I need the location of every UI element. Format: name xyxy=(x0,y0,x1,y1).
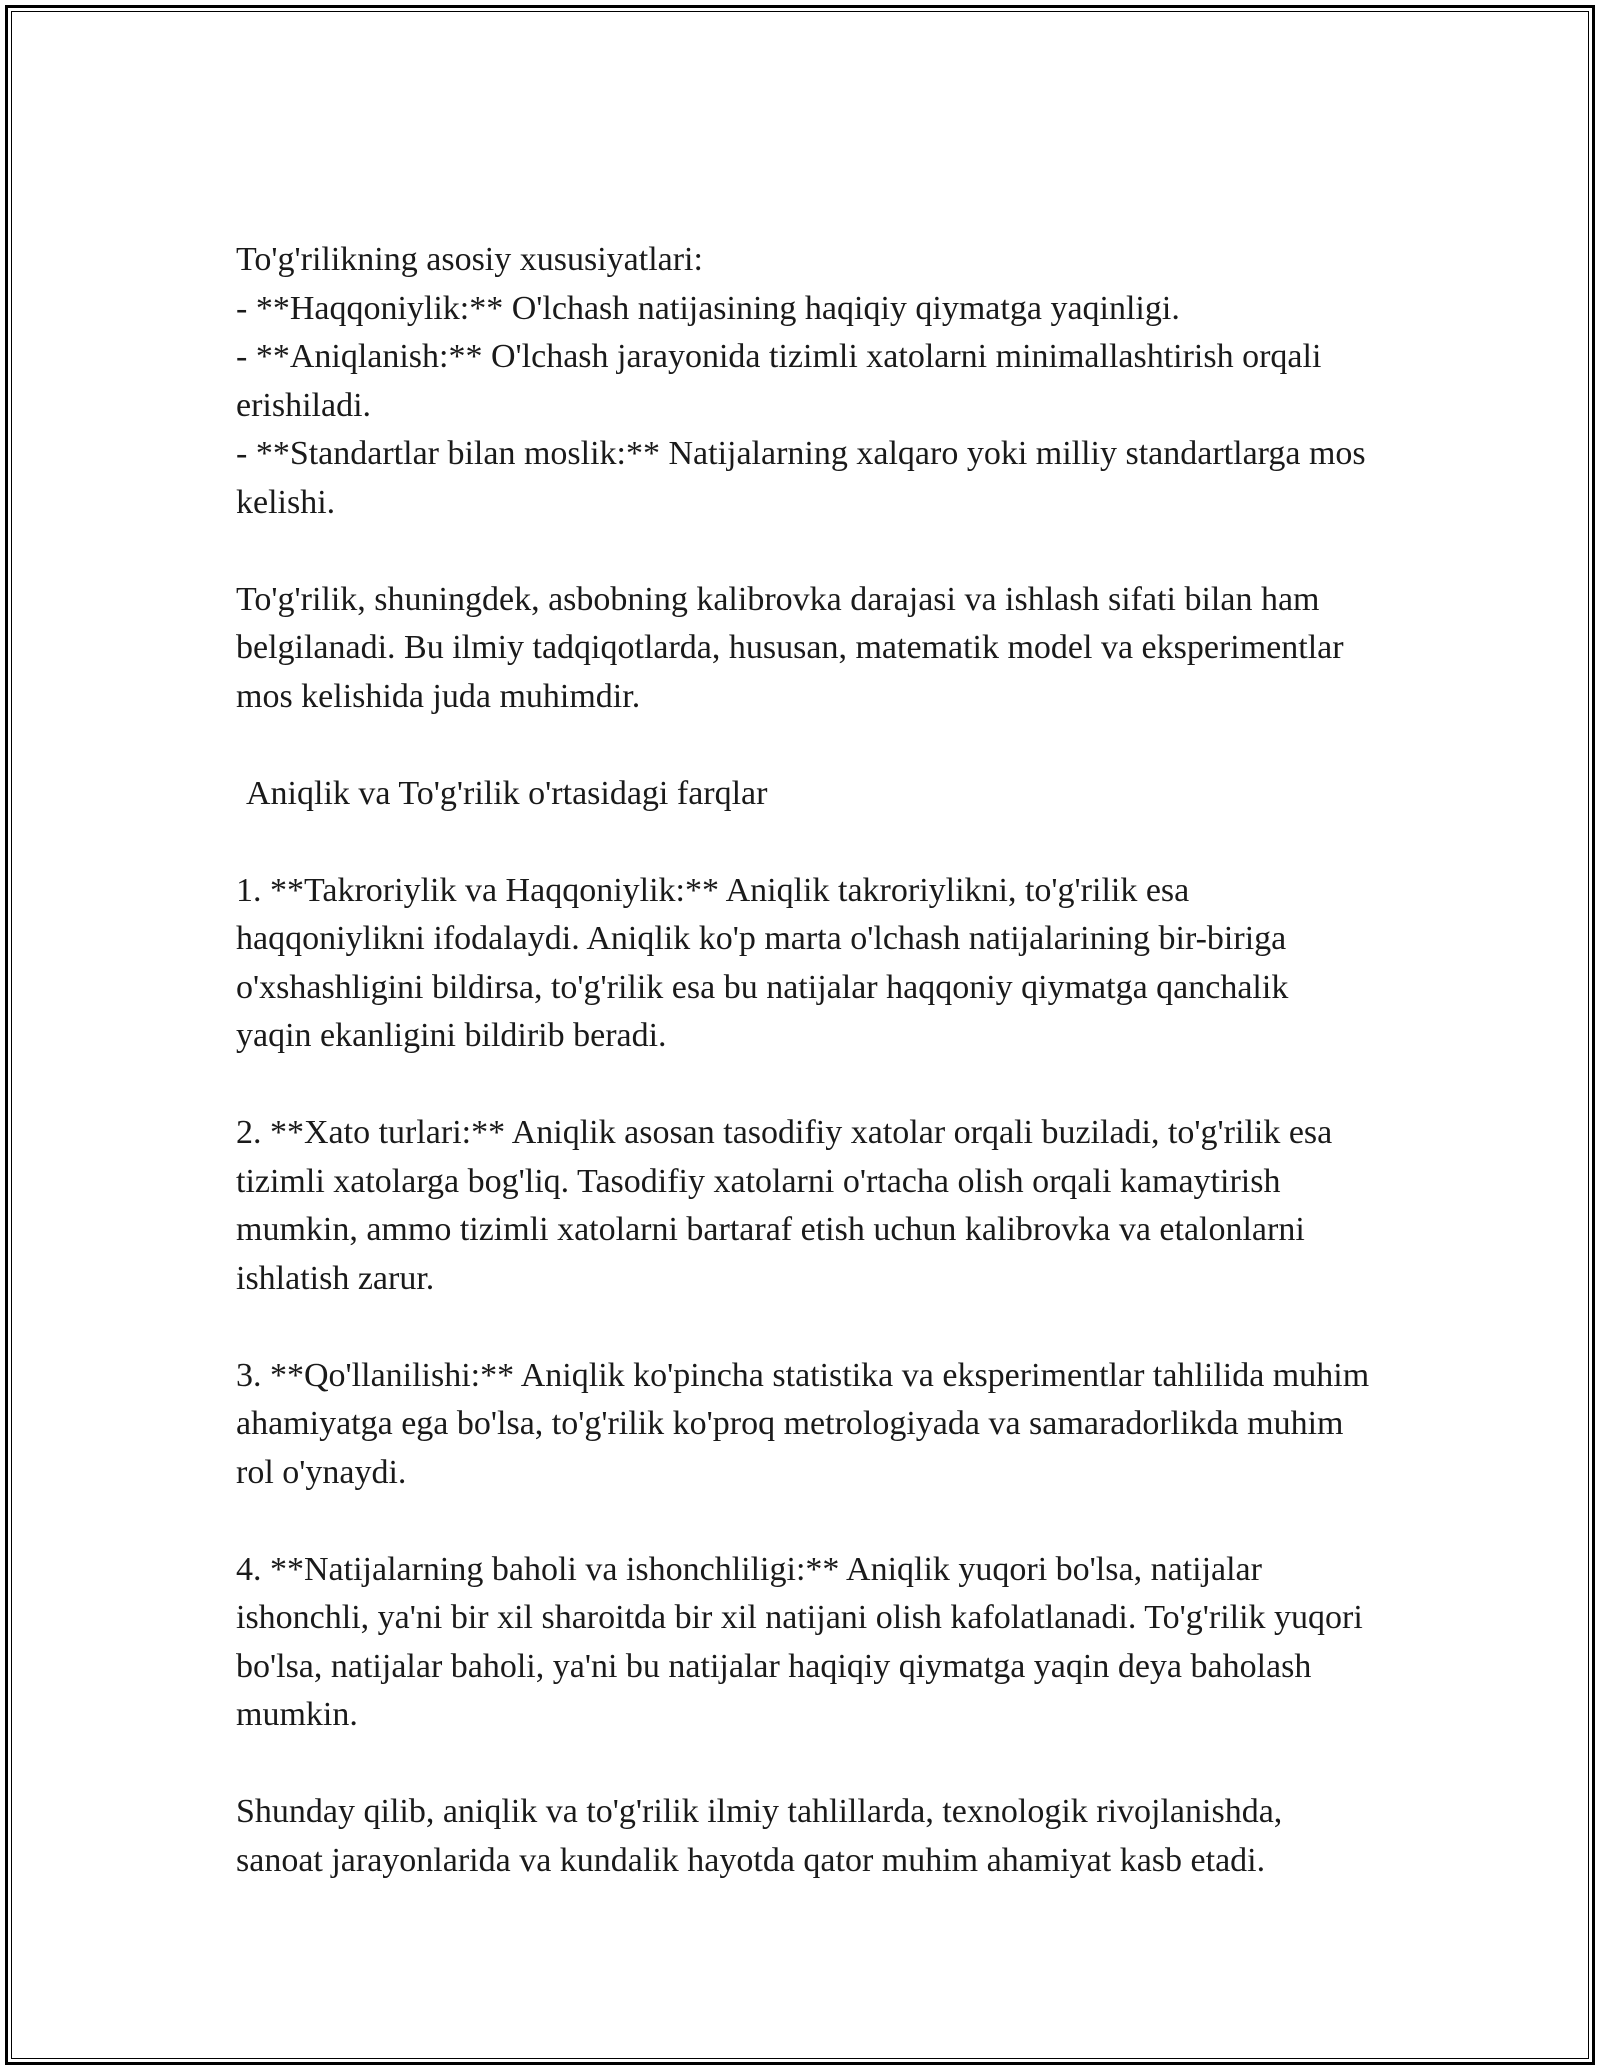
feature-item: - **Standartlar bilan moslik:** Natijalarning xalqaro yoki milliy standartlarga mos kelishi. xyxy=(236,435,1366,521)
calibration-paragraph: To'g'rilik, shuningdek, asbobning kalibrovka darajasi va ishlash sifati bilan ham belgilanadi. Bu ilmiy tadqiqotlarda, hususan, matematik model va eksperimentlar mos kelishida juda muhimdir. xyxy=(236,580,1344,715)
features-intro: To'g'rilikning asosiy xususiyatlari: xyxy=(236,241,703,278)
feature-item: - **Haqqoniylik:** O'lchash natijasining haqiqiy qiymatga yaqinligi. xyxy=(236,289,1180,327)
features-section xyxy=(236,236,1372,527)
document-body xyxy=(236,236,1372,1885)
difference-item: 4. **Natijalarning baholi va ishonchliligi:** Aniqlik yuqori bo'lsa, natijalar ishonchli, ya'ni bir xil sharoitda bir xil natijani olish kafolatlanadi. To'g'rilik yuqori bo'lsa, natijalar baholi, ya'ni bu natijalar haqiqiy qiymatga yaqin deya baholash mumkin. xyxy=(236,1550,1363,1733)
conclusion-paragraph: Shunday qilib, aniqlik va to'g'rilik ilmiy tahlillarda, texnologik rivojlanishda, sanoat jarayonlarida va kundalik hayotda qator muhim ahamiyat kasb etadi. xyxy=(236,1793,1283,1879)
difference-item: 3. **Qo'llanilishi:** Aniqlik ko'pincha statistika va eksperimentlar tahlilida muhim ahamiyatga ega bo'lsa, to'g'rilik ko'proq metrologiyada va samaradorlikda muhim rol o'ynaydi. xyxy=(236,1356,1370,1491)
difference-item: 1. **Takroriylik va Haqqoniylik:** Aniqlik takroriylikni, to'g'rilik esa haqqoniylikni ifodalaydi. Aniqlik ko'p marta o'lchash natijalarining bir-biriga o'xshashligini bildirsa, to'g'rilik esa bu natijalar haqqoniy qiymatga qanchalik yaqin ekanligini bildirib beradi. xyxy=(236,871,1289,1054)
differences-heading: Aniqlik va To'g'rilik o'rtasidagi farqlar xyxy=(246,774,768,812)
difference-item: 2. **Xato turlari:** Aniqlik asosan tasodifiy xatolar orqali buziladi, to'g'rilik esa tizimli xatolarga bog'liq. Tasodifiy xatolarni o'rtacha olish orqali kamaytirish mumkin, ammo tizimli xatolarni bartaraf etish uchun kalibrovka va etalonlarni ishlatish zarur. xyxy=(236,1114,1333,1297)
feature-item: - **Aniqlanish:** O'lchash jarayonida tizimli xatolarni minimallashtirish orqali erishiladi. xyxy=(236,338,1322,424)
